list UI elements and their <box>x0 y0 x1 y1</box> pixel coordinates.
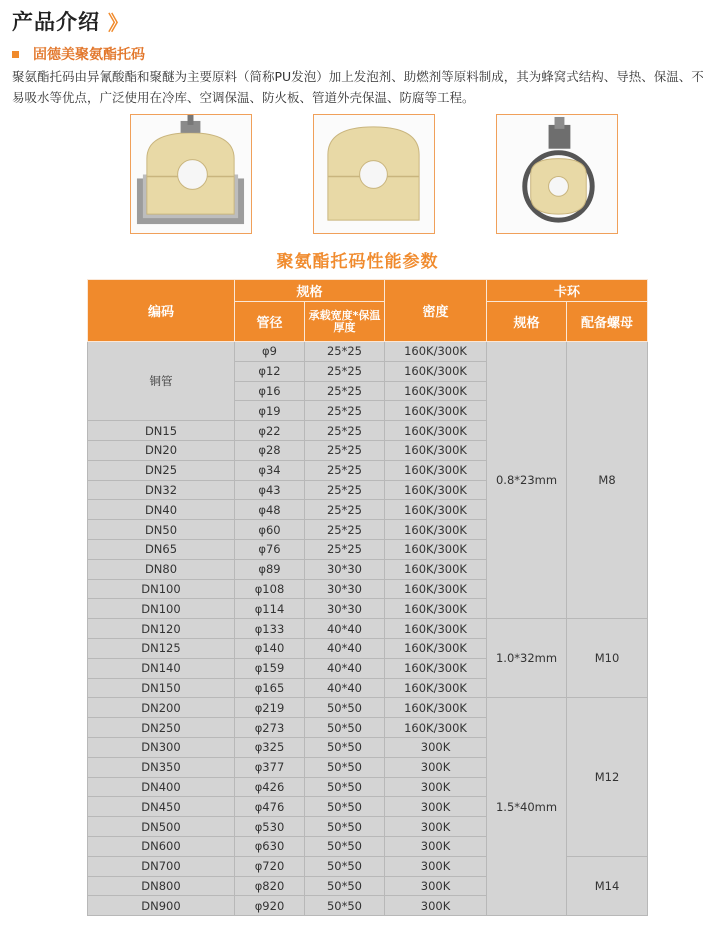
cell-density: 160K/300K <box>385 401 487 421</box>
cell-pipe: φ114 <box>235 599 305 619</box>
cell-code: DN32 <box>88 480 235 500</box>
cell-code: DN350 <box>88 757 235 777</box>
product-image-clamp <box>496 114 618 234</box>
cell-code: DN900 <box>88 896 235 916</box>
cell-load: 25*25 <box>305 361 385 381</box>
header-nut: 配备螺母 <box>567 302 648 342</box>
cell-code: DN400 <box>88 777 235 797</box>
cell-code: DN15 <box>88 421 235 441</box>
cell-load: 40*40 <box>305 678 385 698</box>
cell-density: 160K/300K <box>385 559 487 579</box>
cell-nut: M8 <box>567 342 648 619</box>
header-pipe: 管径 <box>235 302 305 342</box>
cell-pipe: φ219 <box>235 698 305 718</box>
cell-code: DN120 <box>88 619 235 639</box>
cell-code: DN100 <box>88 599 235 619</box>
cell-pipe: φ19 <box>235 401 305 421</box>
cell-density: 160K/300K <box>385 698 487 718</box>
cell-pipe: φ28 <box>235 440 305 460</box>
cell-load: 25*25 <box>305 520 385 540</box>
cell-code: DN40 <box>88 500 235 520</box>
cell-load: 40*40 <box>305 619 385 639</box>
cell-pipe: φ720 <box>235 856 305 876</box>
cell-load: 50*50 <box>305 856 385 876</box>
cell-pipe: φ16 <box>235 381 305 401</box>
cell-code: DN100 <box>88 579 235 599</box>
cell-density: 300K <box>385 817 487 837</box>
page-title: 产品介绍 <box>12 10 100 34</box>
cell-load: 30*30 <box>305 599 385 619</box>
cell-code: DN500 <box>88 817 235 837</box>
cell-density: 300K <box>385 836 487 856</box>
cell-nut: M12 <box>567 698 648 856</box>
table-row <box>88 342 648 362</box>
cell-load: 50*50 <box>305 718 385 738</box>
cell-clamp-spec: 1.0*32mm <box>487 619 567 698</box>
cell-pipe: φ165 <box>235 678 305 698</box>
header-clamp: 卡环 <box>487 280 648 302</box>
cell-pipe: φ140 <box>235 638 305 658</box>
product-description: 聚氨酯托码由异氰酸酯和聚醚为主要原料（简称PU发泡）加上发泡剂、助燃剂等原料制成，其为蜂窝式结构、导热、保温、不易吸水等优点，广泛使用在冷库、空调保温、防火板、管道外壳保温、防腐等工程。 <box>12 69 704 105</box>
cell-load: 50*50 <box>305 698 385 718</box>
cell-code: DN65 <box>88 539 235 559</box>
cell-pipe: φ377 <box>235 757 305 777</box>
cell-load: 30*30 <box>305 559 385 579</box>
cell-code: DN25 <box>88 460 235 480</box>
cell-load: 30*30 <box>305 579 385 599</box>
cell-load: 25*25 <box>305 381 385 401</box>
cell-density: 160K/300K <box>385 520 487 540</box>
square-bullet-icon <box>12 51 19 58</box>
cell-density: 160K/300K <box>385 619 487 639</box>
cell-density: 160K/300K <box>385 460 487 480</box>
cell-density: 160K/300K <box>385 638 487 658</box>
double-chevron-icon: 》 <box>108 10 123 35</box>
cell-pipe: φ273 <box>235 718 305 738</box>
cell-load: 25*25 <box>305 440 385 460</box>
header-load: 承载宽度*保温厚度 <box>305 302 385 342</box>
cell-code: DN450 <box>88 797 235 817</box>
cell-load: 25*25 <box>305 421 385 441</box>
cell-code: DN50 <box>88 520 235 540</box>
cell-nut: M10 <box>567 619 648 698</box>
cell-density: 300K <box>385 737 487 757</box>
cell-code: DN300 <box>88 737 235 757</box>
header-code: 编码 <box>88 280 235 342</box>
table-row <box>88 619 648 639</box>
cell-load: 40*40 <box>305 638 385 658</box>
cell-load: 50*50 <box>305 817 385 837</box>
cell-pipe: φ108 <box>235 579 305 599</box>
cell-pipe: φ920 <box>235 896 305 916</box>
cell-density: 160K/300K <box>385 381 487 401</box>
cell-load: 50*50 <box>305 757 385 777</box>
table-body <box>88 342 648 916</box>
cell-load: 50*50 <box>305 737 385 757</box>
table-title: 聚氨酯托码性能参数 <box>276 252 439 272</box>
cell-density: 160K/300K <box>385 539 487 559</box>
cell-code: DN80 <box>88 559 235 579</box>
cell-load: 50*50 <box>305 876 385 896</box>
cell-pipe: φ76 <box>235 539 305 559</box>
cell-density: 160K/300K <box>385 421 487 441</box>
cell-load: 25*25 <box>305 480 385 500</box>
cell-code: DN700 <box>88 856 235 876</box>
cell-load: 40*40 <box>305 658 385 678</box>
cell-density: 160K/300K <box>385 678 487 698</box>
cell-pipe: φ22 <box>235 421 305 441</box>
cell-pipe: φ325 <box>235 737 305 757</box>
cell-pipe: φ630 <box>235 836 305 856</box>
cell-code: DN800 <box>88 876 235 896</box>
cell-density: 160K/300K <box>385 500 487 520</box>
cell-pipe: φ12 <box>235 361 305 381</box>
cell-pipe: φ48 <box>235 500 305 520</box>
cell-density: 300K <box>385 856 487 876</box>
cell-density: 160K/300K <box>385 361 487 381</box>
cell-pipe: φ43 <box>235 480 305 500</box>
cell-clamp-spec: 0.8*23mm <box>487 342 567 619</box>
cell-load: 50*50 <box>305 797 385 817</box>
product-image-bracket <box>130 114 252 234</box>
cell-code: DN200 <box>88 698 235 718</box>
cell-load: 25*25 <box>305 401 385 421</box>
cell-pipe: φ530 <box>235 817 305 837</box>
cell-density: 160K/300K <box>385 579 487 599</box>
cell-pipe: φ426 <box>235 777 305 797</box>
cell-load: 25*25 <box>305 342 385 362</box>
parameter-table <box>87 279 648 916</box>
cell-density: 160K/300K <box>385 658 487 678</box>
cell-nut: M14 <box>567 856 648 915</box>
header-spec: 规格 <box>235 280 385 302</box>
product-image-block <box>313 114 435 234</box>
cell-load: 50*50 <box>305 836 385 856</box>
cell-density: 160K/300K <box>385 718 487 738</box>
cell-density: 160K/300K <box>385 480 487 500</box>
cell-pipe: φ89 <box>235 559 305 579</box>
cell-load: 25*25 <box>305 500 385 520</box>
cell-density: 160K/300K <box>385 342 487 362</box>
cell-code: DN140 <box>88 658 235 678</box>
cell-pipe: φ133 <box>235 619 305 639</box>
product-subtitle: 固德美聚氨酯托码 <box>33 47 145 63</box>
cell-density: 300K <box>385 757 487 777</box>
cell-density: 300K <box>385 876 487 896</box>
cell-code: DN125 <box>88 638 235 658</box>
cell-load: 50*50 <box>305 777 385 797</box>
cell-pipe: φ60 <box>235 520 305 540</box>
cell-density: 300K <box>385 896 487 916</box>
cell-pipe: φ476 <box>235 797 305 817</box>
cell-density: 160K/300K <box>385 440 487 460</box>
cell-pipe: φ820 <box>235 876 305 896</box>
cell-density: 300K <box>385 777 487 797</box>
cell-density: 160K/300K <box>385 599 487 619</box>
cell-code: DN150 <box>88 678 235 698</box>
cell-code: DN20 <box>88 440 235 460</box>
cell-load: 50*50 <box>305 896 385 916</box>
cell-load: 25*25 <box>305 539 385 559</box>
cell-load: 25*25 <box>305 460 385 480</box>
cell-pipe: φ9 <box>235 342 305 362</box>
section-header <box>12 6 123 36</box>
cell-density: 300K <box>385 797 487 817</box>
header-density: 密度 <box>385 280 487 342</box>
product-subtitle-row <box>12 44 145 64</box>
cell-pipe: φ159 <box>235 658 305 678</box>
cell-clamp-spec: 1.5*40mm <box>487 698 567 916</box>
product-images <box>0 114 715 236</box>
cell-pipe: φ34 <box>235 460 305 480</box>
header-clamp-spec: 规格 <box>487 302 567 342</box>
table-row <box>88 698 648 718</box>
cell-code-copper: 铜管 <box>88 342 235 421</box>
cell-code: DN250 <box>88 718 235 738</box>
cell-code: DN600 <box>88 836 235 856</box>
